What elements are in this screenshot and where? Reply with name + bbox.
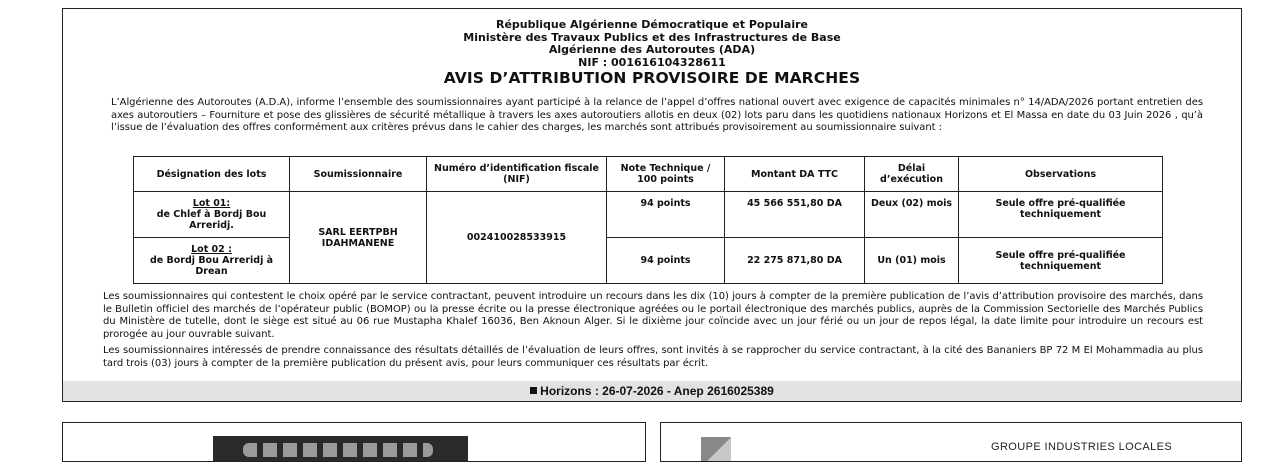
tech-cell: 94 points xyxy=(607,238,725,284)
lot-cell xyxy=(134,192,290,238)
company-logo-icon xyxy=(701,437,731,462)
publication-footer xyxy=(63,381,1241,401)
header-bidder: Soumissionnaire xyxy=(290,157,427,192)
header-delay: Délai d’exécution xyxy=(865,157,959,192)
nif-cell: 002410028533915 xyxy=(427,192,607,284)
lot-cell xyxy=(134,238,290,284)
next-ad-left xyxy=(62,422,646,462)
lot-desc: de Chlef à Bordj Bou Arreridj. xyxy=(156,209,267,231)
notice-title: AVIS D’ATTRIBUTION PROVISOIRE DE MARCHES xyxy=(443,69,861,87)
bidder-cell: SARL EERTPBH IDAHMANENE xyxy=(290,192,427,284)
delay-cell: Un (01) mois xyxy=(865,238,959,284)
publication-line: Horizons : 26-07-2026 - Anep 2616025389 xyxy=(540,384,774,398)
amount-cell: 22 275 871,80 DA xyxy=(725,238,865,284)
header-lots: Désignation des lots xyxy=(134,157,290,192)
obs-cell: Seule offre pré-qualifiée techniquement xyxy=(959,192,1163,238)
recourse-paragraph: Les soumissionnaires qui contestent le choix opéré par le service contractant, peuvent introduire un recours dans les dix (10) jours à compter de la première publication de l’avis d’attribution provisoire des marchés, dans le Bulletin officiel des marchés de l’opérateur public (BOMOP) ou la presse écrite ou la presse électronique agréées ou le portail électronique des marchés publics, auprès de la Commission Sectorielle des Marchés Publics du Ministère de tutelle, dont le siège est situé au 06 rue Mustapha Khalef 16036, Ben Aknoun Alger. Si le dixième jour coïncide avec un jour férié ou un jour de repos légal, la date limite pour introduire un recours est prorogée au jour ouvrable suivant. xyxy=(103,291,1203,341)
results-paragraph: Les soumissionnaires intéressés de prendre connaissance des résultats détaillés de l’évaluation de leurs offres, sont invités à se rapprocher du service contractant, à la cité des Bananiers BP 72 M El Mohammadia au plus tard trois (03) jours à compter de la première publication du présent avis, pour leurs communiquer ces résultats par écrit. xyxy=(103,345,1203,369)
republic-line: République Algérienne Démocratique et Populaire xyxy=(496,18,808,31)
lot-label: Lot 02 : xyxy=(191,244,232,255)
next-ad-right xyxy=(660,422,1242,462)
agency-line: Algérienne des Autoroutes (ADA) xyxy=(548,43,756,56)
obs-cell: Seule offre pré-qualifiée techniquement xyxy=(959,238,1163,284)
intro-paragraph: L’Algérienne des Autoroutes (A.D.A), informe l’ensemble des soumissionnaires ayant participé à la relance de l’appel d’offres national ouvert avec exigence de capacités minimales n° 14/ADA/2026 portant entretien des axes autoroutiers – Fourniture et pose des glissières de sécurité métallique à travers les axes autoroutiers allotis en deux (02) lots paru dans les quotidiens nationaux Horizons et El Massa en date du 03 Juin 2026 , qu’à l’issue de l’évaluation des offres conformément aux critères prévus dans le cahier des charges, les marchés sont attribués provisoirement au soumissionnaire suivant : xyxy=(111,97,1203,134)
notice-header xyxy=(63,9,1241,85)
header-nif: Numéro d’identification fiscale (NIF) xyxy=(427,157,607,192)
group-name: GROUPE INDUSTRIES LOCALES xyxy=(991,441,1173,453)
tech-cell: 94 points xyxy=(607,192,725,238)
lot-desc: de Bordj Bou Arreridj à Drean xyxy=(149,255,274,277)
ministry-line: Ministère des Travaux Publics et des Infrastructures de Base xyxy=(463,30,841,44)
award-table xyxy=(133,156,1163,284)
table-row xyxy=(134,192,1163,238)
header-amount: Montant DA TTC xyxy=(725,157,865,192)
delay-cell: Deux (02) mois xyxy=(865,192,959,238)
nif-line: NIF : 001616104328611 xyxy=(578,55,726,69)
table-header-row xyxy=(134,157,1163,192)
header-obs: Observations xyxy=(959,157,1163,192)
table-row xyxy=(134,238,1163,284)
lot-label: Lot 01: xyxy=(192,198,231,209)
award-notice xyxy=(62,8,1242,402)
amount-cell: 45 566 551,80 DA xyxy=(725,192,865,238)
header-tech: Note Technique / 100 points xyxy=(607,157,725,192)
bullet-square-icon xyxy=(530,387,537,394)
dark-logo-banner xyxy=(213,436,468,462)
